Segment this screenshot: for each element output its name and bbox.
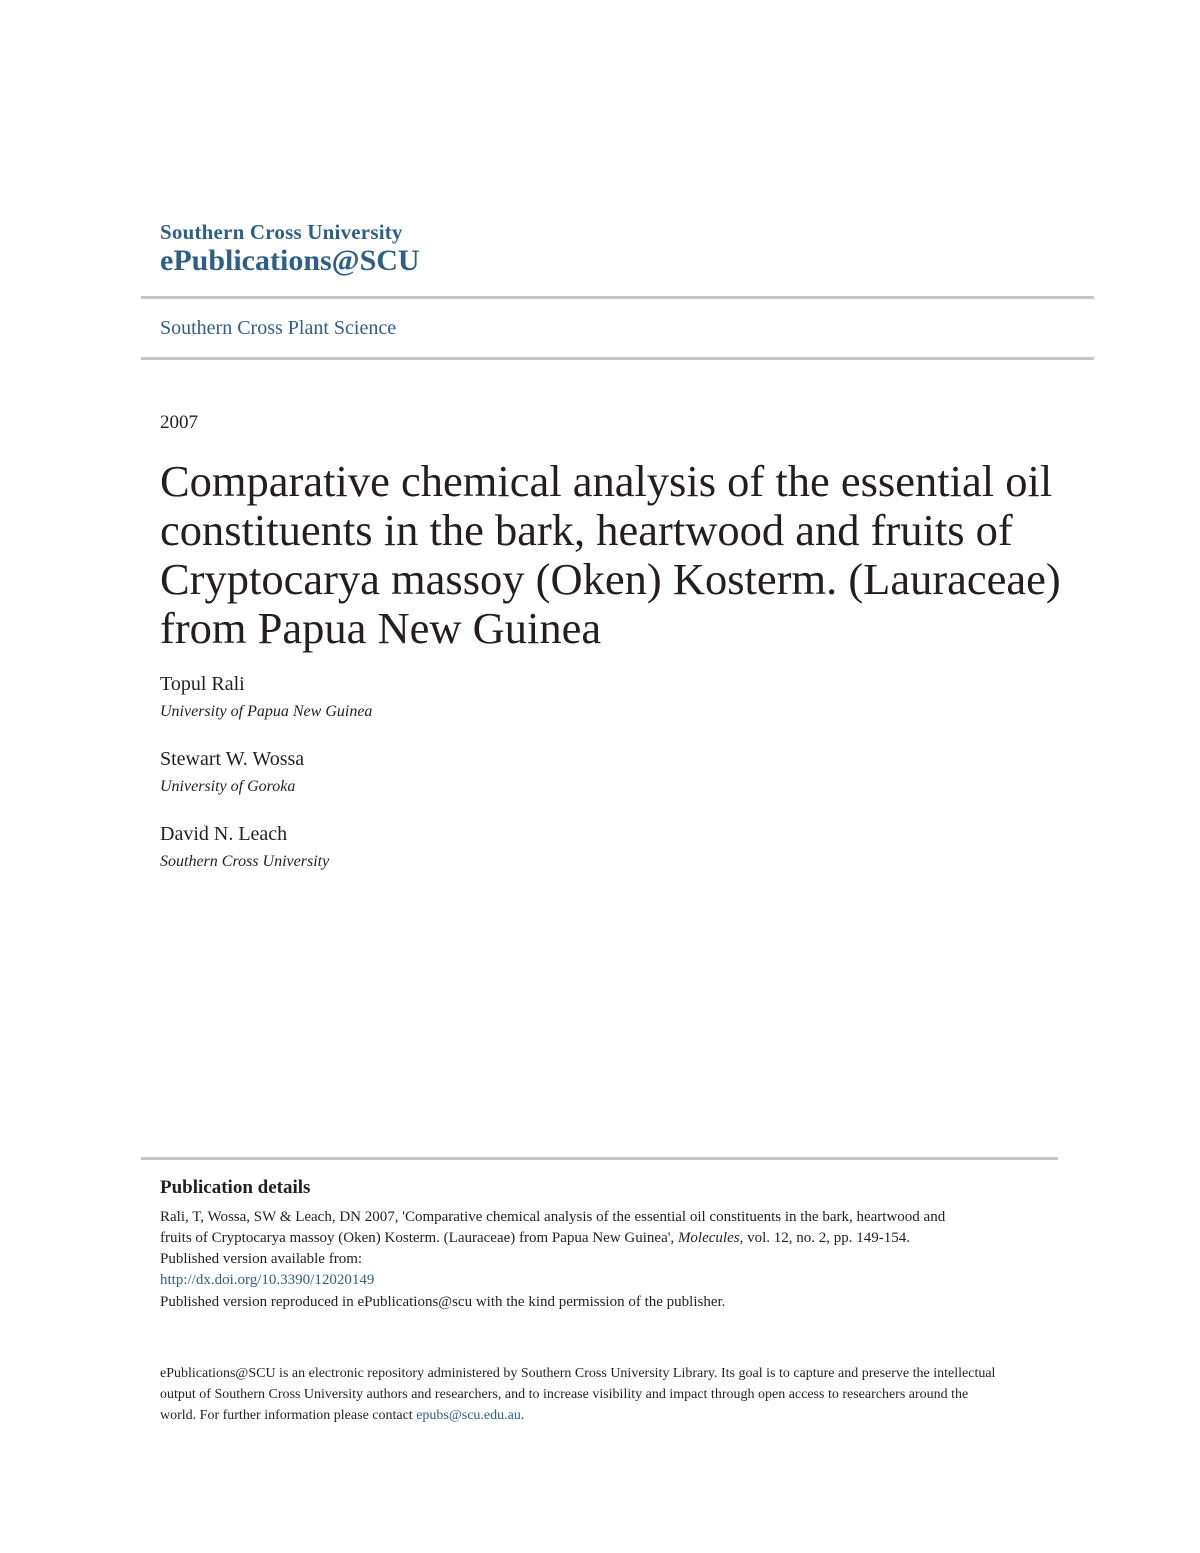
journal-name: Molecules bbox=[677, 1230, 740, 1246]
footer-text: world. For further information please contact bbox=[160, 1408, 417, 1423]
footer-line: output of Southern Cross University authors and researchers, and to increase visibility and impact through open access to researchers around the bbox=[160, 1387, 969, 1402]
author-affiliation: Southern Cross University bbox=[160, 853, 330, 870]
header-divider-top bbox=[141, 296, 1094, 299]
author-name: Topul Rali bbox=[160, 673, 245, 695]
publication-divider bbox=[141, 1157, 1058, 1160]
author-name: Stewart W. Wossa bbox=[160, 748, 305, 770]
contact-email-link[interactable]: epubs@scu.edu.au bbox=[416, 1408, 521, 1423]
citation-text: , vol. 12, no. 2, pp. 149-154. bbox=[739, 1230, 910, 1246]
paper-title: Comparative chemical analysis of the essential oil constituents in the bark, heartwood and fruits of Cryptocarya massoy (Oken) Kosterm. (Lauraceae) from Papua New Guinea bbox=[160, 456, 1061, 653]
available-from-label: Published version available from: bbox=[160, 1251, 363, 1267]
header-divider-bottom bbox=[141, 357, 1094, 360]
university-name: Southern Cross University bbox=[160, 220, 403, 244]
permission-statement: Published version reproduced in ePublications@scu with the kind permission of the publisher. bbox=[160, 1294, 726, 1310]
author-name: David N. Leach bbox=[160, 823, 288, 845]
series-link[interactable]: Southern Cross Plant Science bbox=[160, 317, 397, 339]
citation-line: Rali, T, Wossa, SW & Leach, DN 2007, 'Comparative chemical analysis of the essential oil constituents in the bark, heartwood and bbox=[160, 1209, 946, 1225]
repository-name[interactable]: ePublications@SCU bbox=[160, 244, 420, 277]
footer-line: ePublications@SCU is an electronic repository administered by Southern Cross University Library. Its goal is to capture and preserve the intellectual bbox=[160, 1366, 996, 1381]
citation-line bbox=[160, 1230, 910, 1247]
footer-line bbox=[160, 1408, 524, 1424]
citation-text: fruits of Cryptocarya massoy (Oken) Kosterm. (Lauraceae) from Papua New Guinea', bbox=[160, 1230, 678, 1246]
doi-link[interactable]: http://dx.doi.org/10.3390/12020149 bbox=[160, 1272, 375, 1288]
author-affiliation: University of Goroka bbox=[160, 778, 296, 795]
publication-details-heading: Publication details bbox=[160, 1177, 311, 1198]
footer-text: . bbox=[520, 1408, 525, 1423]
publication-year: 2007 bbox=[160, 412, 198, 433]
author-affiliation: University of Papua New Guinea bbox=[160, 703, 373, 720]
